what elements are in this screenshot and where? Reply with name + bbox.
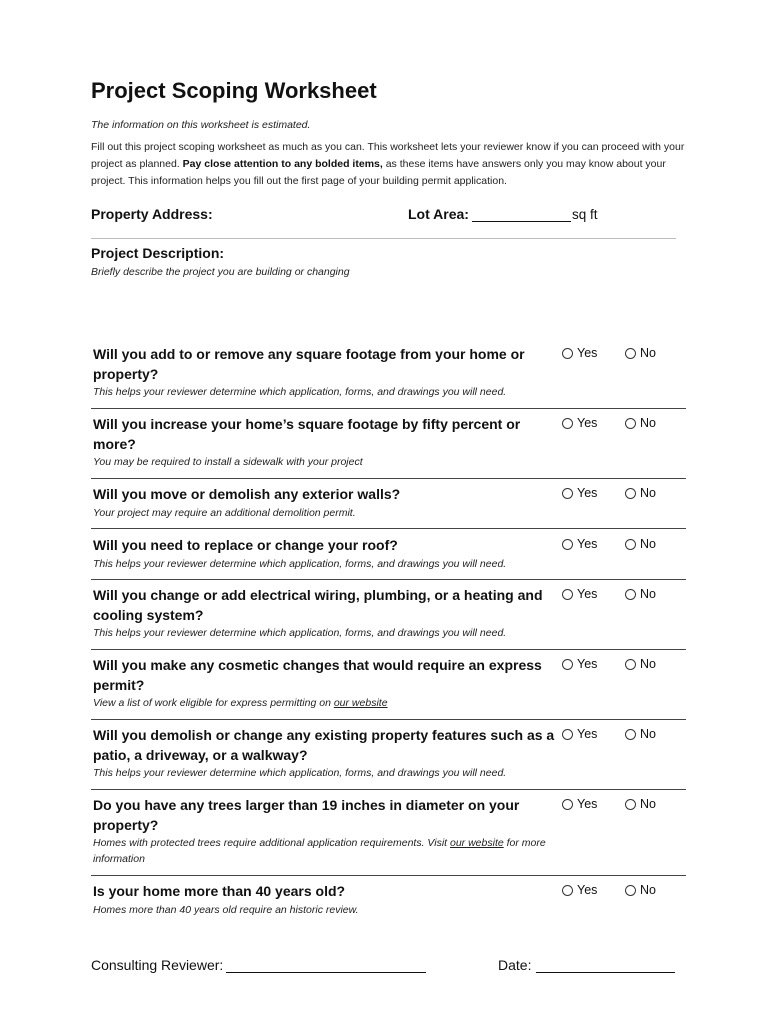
address-divider [91,238,676,239]
yes-label: Yes [577,346,598,360]
yes-label: Yes [577,883,598,897]
radio-circle-icon[interactable] [562,488,573,499]
question-divider [91,649,686,650]
no-option[interactable] [625,416,656,430]
website-link[interactable]: our website [333,697,388,709]
no-label: No [640,797,656,811]
no-option[interactable] [625,883,656,897]
radio-circle-icon[interactable] [562,885,573,896]
no-label: No [640,657,656,671]
question-text: Will you increase your home’s square footage by fifty percent or more? [93,416,521,452]
radio-circle-icon[interactable] [625,418,636,429]
yes-option[interactable] [562,727,597,741]
radio-circle-icon[interactable] [625,885,636,896]
question-text: Is your home more than 40 years old? [93,883,346,899]
radio-circle-icon[interactable] [562,539,573,550]
yes-label: Yes [577,416,598,430]
yes-option[interactable] [562,797,597,811]
property-address-label: Property Address: [91,206,213,222]
question-help [93,625,553,641]
no-label: No [640,883,656,897]
radio-circle-icon[interactable] [562,589,573,600]
question-help [93,454,553,470]
no-label: No [640,587,656,601]
question-text: Will you change or add electrical wiring, plumbing, or a heating and cooling system? [93,587,543,623]
question-help [93,505,553,521]
help-text: You may be required to install a sidewalk with your project [93,456,363,468]
no-option[interactable] [625,797,656,811]
radio-circle-icon[interactable] [562,729,573,740]
no-option[interactable] [625,657,656,671]
lot-area-label: Lot Area: [408,206,469,222]
yes-option[interactable] [562,883,597,897]
help-text: Your project may require an additional demolition permit. [93,507,356,519]
no-option[interactable] [625,346,656,360]
no-option[interactable] [625,587,656,601]
radio-circle-icon[interactable] [562,418,573,429]
yes-option[interactable] [562,346,597,360]
question-divider [91,719,686,720]
yes-option[interactable] [562,416,597,430]
date-field[interactable] [536,972,675,973]
question-divider [91,408,686,409]
intro-text-2: as these items have answers only you may know about your project. This information helps you fill out the first page of your building permit application. [91,158,666,187]
question-help [93,835,553,867]
question-divider [91,875,686,876]
help-suffix: for more information [93,837,546,865]
lot-area-field[interactable] [472,221,571,222]
no-option[interactable] [625,537,656,551]
no-label: No [640,416,656,430]
yes-label: Yes [577,727,598,741]
question-help [93,695,553,711]
project-description-label: Project Description: [91,245,225,261]
no-label: No [640,537,656,551]
no-option[interactable] [625,727,656,741]
radio-circle-icon[interactable] [562,659,573,670]
radio-circle-icon[interactable] [625,799,636,810]
question-help [93,556,553,572]
radio-circle-icon[interactable] [625,729,636,740]
no-label: No [640,727,656,741]
yes-label: Yes [577,587,598,601]
radio-circle-icon[interactable] [562,348,573,359]
intro-text-1: Fill out this project scoping worksheet as much as you can. This worksheet lets your reviewer know if you can proceed with your project as planned. [91,141,685,170]
help-text: This helps your reviewer determine which application, forms, and drawings you will need. [93,558,507,570]
radio-circle-icon[interactable] [562,799,573,810]
yes-label: Yes [577,537,598,551]
help-text: This helps your reviewer determine which application, forms, and drawings you will need. [93,627,507,639]
yes-option[interactable] [562,587,597,601]
yes-option[interactable] [562,657,597,671]
yes-option[interactable] [562,486,597,500]
radio-circle-icon[interactable] [625,348,636,359]
radio-circle-icon[interactable] [625,659,636,670]
intro-paragraph [91,139,691,190]
question-divider [91,528,686,529]
question-text: Will you add to or remove any square footage from your home or property? [93,346,525,382]
no-label: No [640,486,656,500]
lot-area-unit: sq ft [572,207,598,222]
question-help [93,902,553,918]
website-link[interactable]: our website [450,837,504,849]
question-text: Will you demolish or change any existing property features such as a patio, a driveway, or a walkway? [93,727,555,763]
question-divider [91,579,686,580]
question-divider [91,789,686,790]
question-divider [91,478,686,479]
no-label: No [640,346,656,360]
help-text: This helps your reviewer determine which application, forms, and drawings you will need. [93,386,507,398]
date-label: Date: [498,957,532,973]
yes-label: Yes [577,797,598,811]
question-text: Do you have any trees larger than 19 inches in diameter on your property? [93,797,520,833]
help-text: This helps your reviewer determine which application, forms, and drawings you will need. [93,767,507,779]
question-text: Will you move or demolish any exterior walls? [93,486,401,502]
page-title: Project Scoping Worksheet [91,78,377,103]
radio-circle-icon[interactable] [625,539,636,550]
estimated-note: The information on this worksheet is estimated. [91,119,311,131]
help-text: Homes with protected trees require additional application requirements. Visit [93,837,450,849]
radio-circle-icon[interactable] [625,589,636,600]
question-text: Will you make any cosmetic changes that would require an express permit? [93,657,542,693]
consulting-reviewer-field[interactable] [226,972,426,973]
no-option[interactable] [625,486,656,500]
question-help [93,384,553,400]
question-text: Will you need to replace or change your roof? [93,537,398,553]
consulting-reviewer-label: Consulting Reviewer: [91,957,224,973]
yes-option[interactable] [562,537,597,551]
help-text: Homes more than 40 years old require an historic review. [93,904,359,916]
question-help [93,765,553,781]
yes-label: Yes [577,486,598,500]
project-description-help: Briefly describe the project you are building or changing [91,266,350,278]
intro-bold-text: Pay close attention to any bolded items, [182,158,383,170]
help-text: View a list of work eligible for express permitting on [93,697,334,709]
radio-circle-icon[interactable] [625,488,636,499]
yes-label: Yes [577,657,598,671]
